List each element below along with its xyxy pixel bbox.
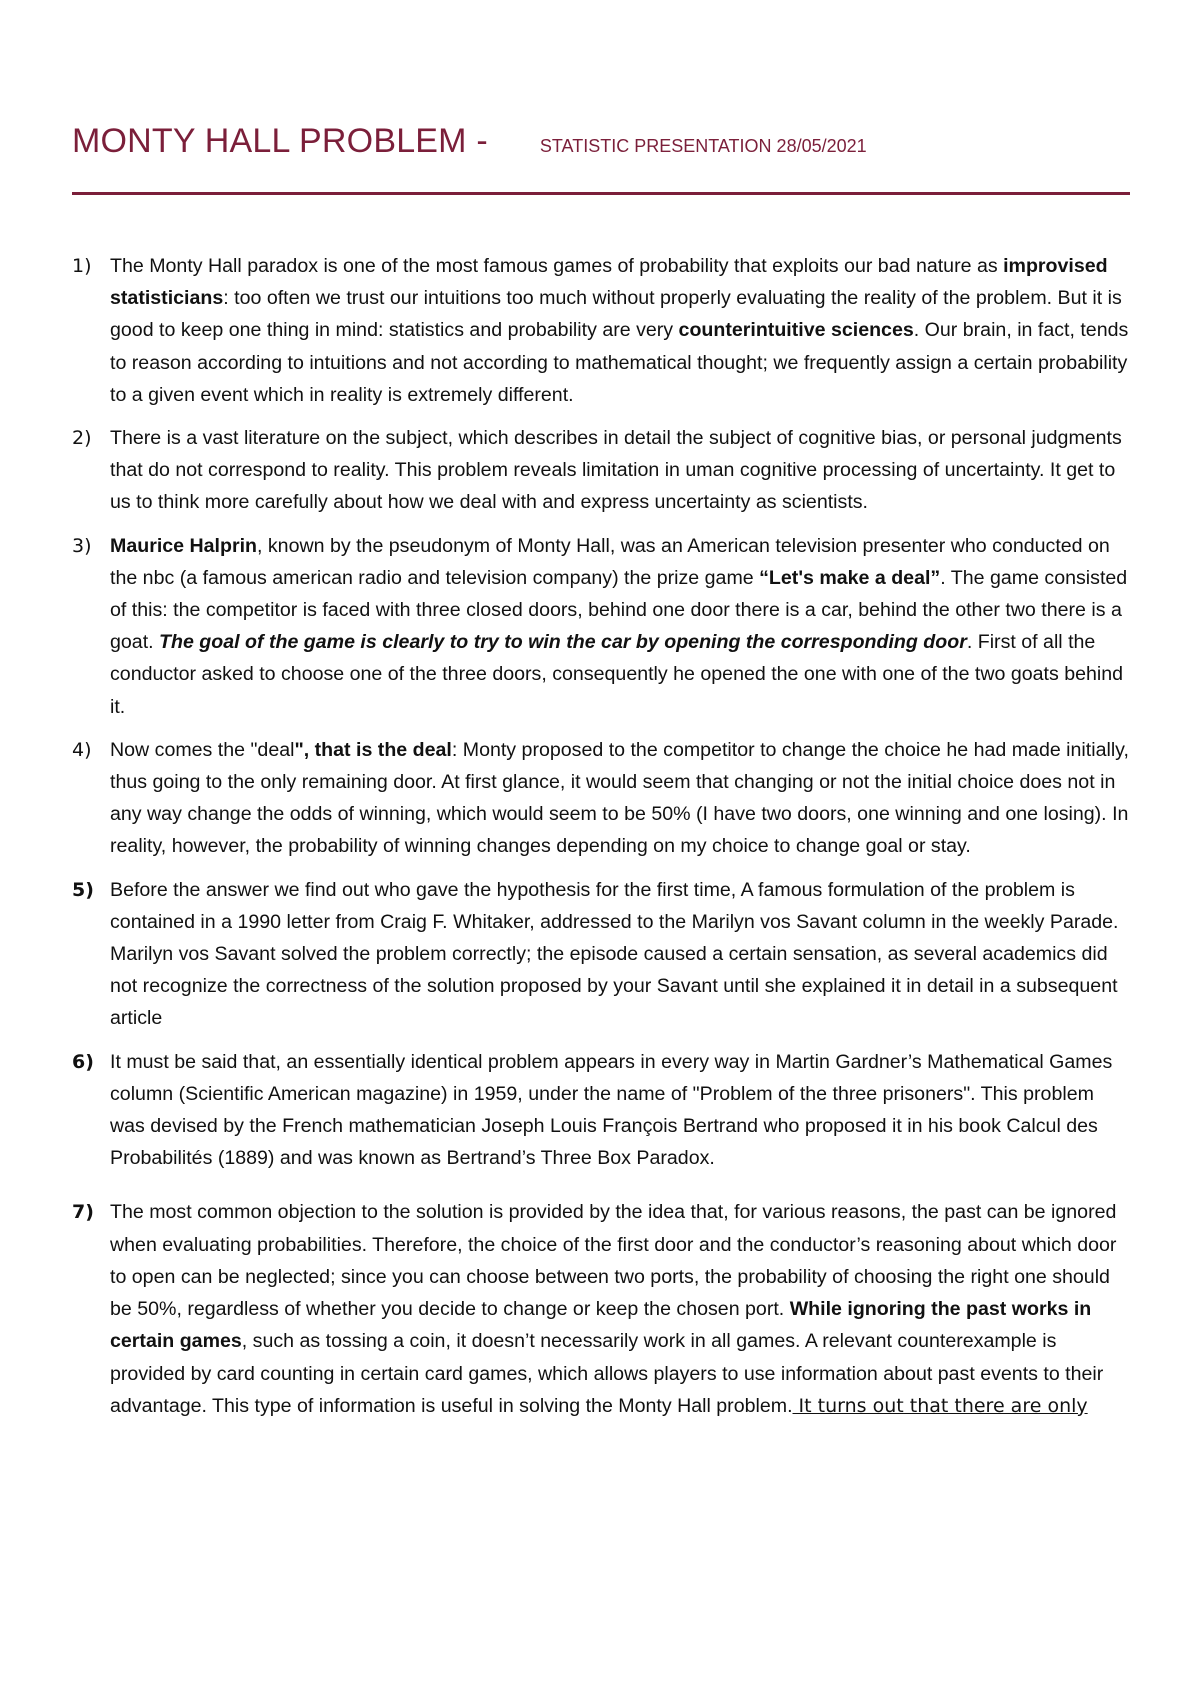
list-item-text (110, 535, 1127, 718)
numbered-paragraph-list (72, 250, 1130, 1433)
list-item-text (110, 879, 1119, 1030)
page-title: MONTY HALL PROBLEM - (72, 122, 488, 160)
list-item-number: 4) (72, 738, 92, 761)
list-item-text (110, 1201, 1116, 1416)
text-segment: . Our brain, in fact, tends to reason according to intuitions and not according to mathematical thought; we frequently assign a certain probability to a given event which in reality is extremely different. (110, 319, 1129, 406)
list-item (72, 1046, 1130, 1175)
text-segment: . First of all the conductor asked to choose one of the three doors, consequently he opened the one with one of the two goats behind it. (110, 631, 1124, 718)
list-item (72, 1196, 1130, 1421)
text-segment: The Monty Hall paradox is one of the most famous games of probability that exploits our bad nature as (110, 255, 1004, 277)
list-item-text (110, 255, 1128, 406)
text-segment: There is a vast literature on the subject, which describes in detail the subject of cognitive bias, or personal judgments that do not correspond to reality. This problem reveals limitation in uman cognitive processing of uncertainty. It get to us to think more carefully about how we deal with and express uncertainty as scientists. (110, 427, 1122, 514)
page-header (72, 122, 1130, 161)
list-item (72, 422, 1130, 519)
list-item-number: 2) (72, 427, 92, 450)
list-item-text (110, 1051, 1112, 1170)
text-segment: It turns out that there are only (792, 1394, 1088, 1417)
text-segment: , known by the pseudonym of Monty Hall, was an American television presenter who conducted on the nbc (a famous american radio and television company) the prize game (110, 534, 1110, 589)
list-item-text (110, 739, 1129, 858)
text-segment: improvised statisticians (110, 255, 1108, 310)
text-segment: The most common objection to the solution is provided by the idea that, for various reasons, the past can be ignored when evaluating probabilities. Therefore, the choice of the first door and the conductor’s reasoning about which door to open can be neglected; since you can choose between two ports, the probability of choosing the right one should be 50%, regardless of whether you decide to change or keep the chosen port. (110, 1201, 1117, 1321)
list-item-number: 5) (72, 878, 94, 901)
text-segment: , such as tossing a coin, it doesn’t necessarily work in all games. A relevant counterexample is provided by card counting in certain card games, which allows players to use information about past events to their advantage. This type of information is useful in solving the Monty Hall problem. (110, 1330, 1104, 1417)
list-item-number: 7) (72, 1201, 94, 1224)
list-item-number: 3) (72, 534, 92, 557)
text-segment: : Monty proposed to the competitor to change the choice he had made initially, thus going to the only remaining door. At first glance, it would seem that changing or not the initial choice does not in any way change the odds of winning, which would seem to be 50% (I have two doors, one winning and one losing). In reality, however, the probability of winning changes depending on my choice to change goal or stay. (110, 738, 1129, 858)
text-segment: It must be said that, an essentially identical problem appears in every way in Martin Gardner’s Mathematical Games column (Scientific American magazine) in 1959, under the name of "Problem of the three prisoners". This problem was devised by the French mathematician Joseph Louis François Bertrand who proposed it in his book Calcul des Probabilités (1889) and was known as Bertrand’s Three Box Paradox. (110, 1050, 1113, 1170)
list-item-number: 6) (72, 1050, 94, 1073)
header-divider (72, 192, 1130, 195)
list-item-text (110, 427, 1122, 513)
text-segment: : too often we trust our intuitions too much without properly evaluating the reality of the problem. But it is good to keep one thing in mind: statistics and probability are very (110, 287, 1122, 342)
list-item-number: 1) (72, 255, 92, 277)
text-segment: While ignoring the past works in certain games (110, 1298, 1092, 1353)
text-segment: The goal of the game is clearly to try to win the car by opening the corresponding door (159, 631, 967, 654)
text-segment: Before the answer we find out who gave the hypothesis for the first time, A famous formulation of the problem is contained in a 1990 letter from Craig F. Whitaker, addressed to the Marilyn vos Savant column in the weekly Parade. Marilyn vos Savant solved the problem correctly; the episode caused a certain sensation, as several academics did not recognize the correctness of the solution proposed by your Savant until she explained it in detail in a subsequent article (110, 878, 1119, 1030)
page-subtitle: STATISTIC PRESENTATION 28/05/2021 (539, 136, 867, 156)
text-segment: Now comes the "deal (110, 738, 295, 761)
list-item (72, 530, 1130, 723)
list-item (72, 250, 1130, 411)
text-segment: . The game consisted of this: the competitor is faced with three closed doors, behind one door there is a car, behind the other two there is a goat. (110, 566, 1128, 654)
text-segment: “Let's make a deal” (759, 566, 941, 589)
list-item (72, 734, 1130, 863)
text-segment: Maurice Halprin (110, 534, 257, 557)
list-item (72, 874, 1130, 1035)
text-segment: counterintuitive sciences (678, 319, 914, 342)
text-segment: ", that is the deal (294, 738, 452, 761)
